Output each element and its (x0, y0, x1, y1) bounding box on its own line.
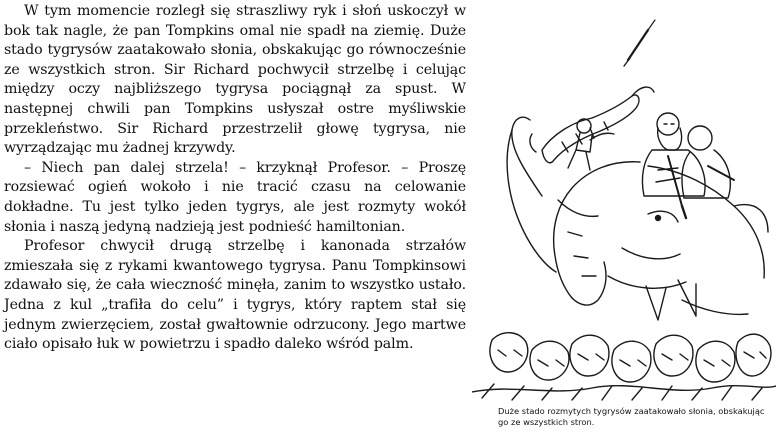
illustration-figure (472, 0, 776, 442)
body-text (4, 2, 466, 355)
professor-figure-drawing (642, 113, 705, 218)
flying-rifle-drawing (624, 20, 655, 66)
tiger-crowd-drawing (472, 333, 776, 400)
figure-caption: Duże stado rozmytych tygrysów zaatakowało słonia, obskakując go ze wszystkich stron. (498, 406, 765, 427)
flying-tiger-drawing (530, 87, 654, 163)
elephant-tiger-illustration (472, 0, 776, 404)
elephant-drawing (507, 117, 768, 320)
paragraph-1: W tym momencie rozległ się straszliwy ryk i słoń uskoczył w bok tak nagle, że pan Tompkins omal nie spadł na ziemię. Duże stado tygrysów zaatakowało słonia, obskakując go równocześnie ze wszystkich stron. Sir Richard pochwycił strzelbę i celując między oczy najbliższego tygrysa pociągnął za spust. W następnej chwili pan Tompkins usłyszał ostre myśliwskie przekleństwo. Sir Richard przestrzelił głowę tygrysa, nie wyrządzając mu żadnej krzywdy. (4, 3, 466, 157)
paragraph-2: – Niech pan dalej strzela! – krzyknął Profesor. – Proszę rozsiewać ogień wokoło i nie tracić czasu na celowanie dokładne. Tu jest tylko jeden tygrys, ale jest rozmyty wokół słonia i naszą jedyną nadzieją jest podnieść hamiltonian. (4, 159, 466, 235)
paragraph-3: Profesor chwycił drugą strzelbę i kanonada strzałów zmieszała się z rykami kwantowego tygrysa. Panu Tompkinsowi zdawało się, że cała wieczność minęła, zanim to wszystko ustało. Jedna z kul „trafiła do celu” i tygrys, który raptem stał się jednym zwierzęciem, został gwałtownie odrzucony. Jego martwe ciało opisało łuk w powietrzu i spadło daleko wśród palm. (4, 238, 466, 353)
